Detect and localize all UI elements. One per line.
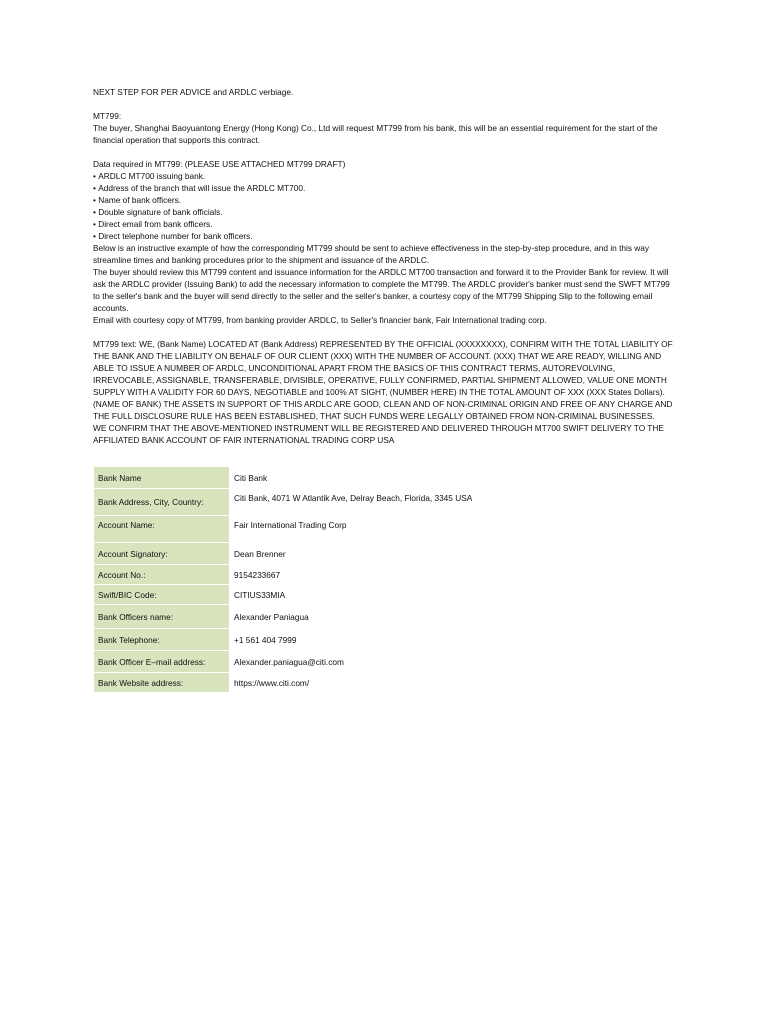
mt799-text-paragraph: MT799 text: WE, (Bank Name) LOCATED AT (Bank Address) REPRESENTED BY THE OFFICIAL (XXXXXXXX), CONFIRM WITH THE TOTAL LIABILITY OF THE BANK AND THE LIABILITY ON BEHALF OF OUR CLIENT (XXX) WITH THE NUMBER OF ACCOUNT. (XXX) THAT WE ARE READY, WILLING AND ABLE TO ISSUE A NUMBER OF ARDLC, UNCONDITIONAL APART FROM THE BASICS OF THIS CONTRACT TERMS, AUTOREVOLVING, IRREVOCABLE, ASSIGNABLE, TRANSFERABLE, DIVISIBLE, OPERATIVE, FULLY CONFIRMED, PARTIAL SHIPMENT ALLOWED, VALUE ONE MONTH SUPPLY WITH A VALIDITY FOR 60 DAYS, NEGOTIABLE and 100% AT SIGHT, (NUMBER HERE) IN THE TOTAL AMOUNT OF XXX (XXX States Dollars). [93,339,673,397]
account-signatory-value: Dean Brenner [230,543,677,565]
table-row [94,673,677,693]
review-paragraph: The buyer should review this MT799 content and issuance information for the ARDLC MT700 transaction and forward it to the Provider Bank for review. It will ask the ARDLC provider (Issuing Bank) to add the necessary information to complete the MT799. The ARDLC provider's banker must send the SWFT MT799 to the seller's bank and the buyer will send directly to the seller and the seller's banker, a courtesy copy of the MT799 Shipping Slip to the following email accounts. [93,267,670,313]
account-name-label: Account Name: [94,516,230,543]
document-heading: NEXT STEP FOR PER ADVICE and ARDLC verbiage. [93,87,294,97]
table-row [94,605,677,629]
table-row [94,585,677,605]
account-name-value: Fair International Trading Corp [230,516,677,543]
spacer [93,146,677,158]
table-row [94,651,677,673]
intro-paragraph: The buyer, Shanghai Baoyuantong Energy (Hong Kong) Co., Ltd will request MT799 from his bank, this will be an essential requirement for the start of the financial operation that supports this contract. [93,123,658,145]
bank-address-label: Bank Address, City, Country: [94,489,230,516]
mt799-label: MT799: [93,111,122,121]
bank-officers-value: Alexander Paniagua [230,605,677,629]
table-row [94,467,677,489]
list-item: • Address of the branch that will issue the ARDLC MT700. [93,182,677,194]
requirements-list [93,170,677,242]
bank-name-label: Bank Name [94,467,230,489]
account-number-value: 9154233667 [230,565,677,585]
list-item: • ARDLC MT700 issuing bank. [93,170,677,182]
bank-officers-label: Bank Officers name: [94,605,230,629]
swift-code-label: Swift/BIC Code: [94,585,230,605]
swift-code-value: CITIUS33MIA [230,585,677,605]
instructive-paragraph: Below is an instructive example of how the corresponding MT799 should be sent to achieve effectiveness in the step-by-step procedure, and in this way streamline times and banking procedures prior to the shipment and issuance of the ARDLC. [93,243,650,265]
list-item: • Double signature of bank officials. [93,206,677,218]
bank-address-value: Citi Bank, 4071 W Atlantik Ave, Delray Beach, Florida, 3345 USA [230,489,677,516]
data-required-title: Data required in MT799: (PLEASE USE ATTACHED MT799 DRAFT) [93,159,346,169]
bank-telephone-label: Bank Telephone: [94,629,230,651]
bank-website-label: Bank Website address: [94,673,230,693]
list-item: • Name of bank officers. [93,194,677,206]
table-row [94,489,677,516]
account-number-label: Account No.: [94,565,230,585]
list-item: • Direct telephone number for bank officers. [93,230,677,242]
table-row [94,629,677,651]
bank-name-value: Citi Bank [230,467,677,489]
table-row [94,565,677,585]
bank-website-value: https://www.citi.com/ [230,673,677,693]
email-paragraph: Email with courtesy copy of MT799, from banking provider ARDLC, to Seller's financier bank, Fair International trading corp. [93,315,547,325]
officer-email-value: Alexander.paniagua@citi.com [230,651,677,673]
bank-telephone-value: +1 561 404 7999 [230,629,677,651]
document-body [93,86,677,446]
assets-paragraph: (NAME OF BANK) THE ASSETS IN SUPPORT OF THIS ARDLC ARE GOOD, CLEAN AND OF NON-CRIMINAL ORIGIN AND FREE OF ANY CHARGE AND THE FULL DISCLOSURE RULE HAS BEEN ESTABLISHED, THAT SUCH FUNDS WERE LEGALLY OBTAINED FROM NON-CRIMINAL BUSINESSES. [93,399,673,421]
spacer [93,326,677,338]
account-signatory-label: Account Signatory: [94,543,230,565]
confirmation-paragraph: WE CONFIRM THAT THE ABOVE-MENTIONED INSTRUMENT WILL BE REGISTERED AND DELIVERED THROUGH MT700 SWIFT DELIVERY TO THE AFFILIATED BANK ACCOUNT OF FAIR INTERNATIONAL TRADING CORP USA [93,423,664,445]
table-row [94,516,677,543]
bank-details-table [93,466,677,693]
spacer [93,98,677,110]
table-row [94,543,677,565]
officer-email-label: Bank Officer E–mail address: [94,651,230,673]
list-item: • Direct email from bank officers. [93,218,677,230]
